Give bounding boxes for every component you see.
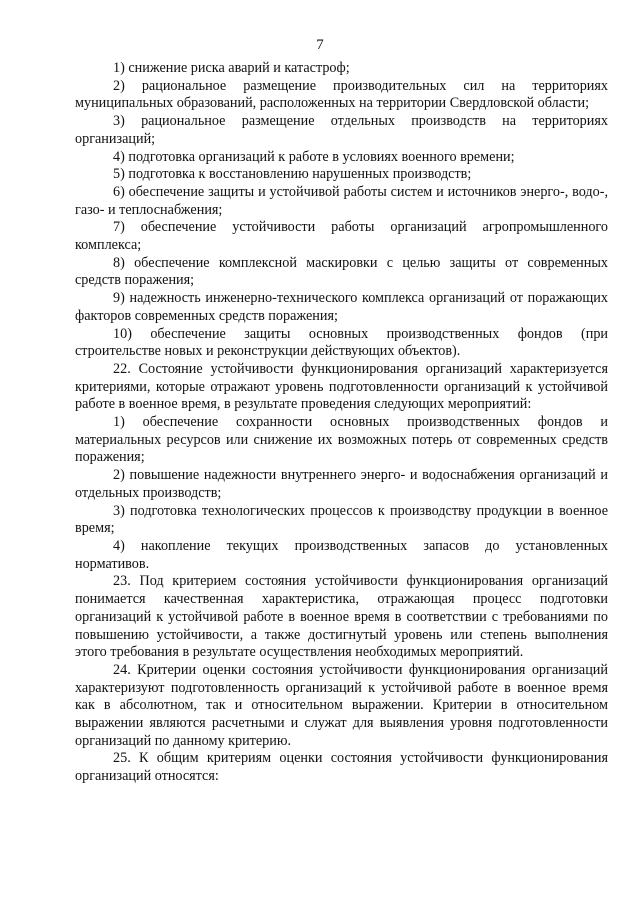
page-number: 7 bbox=[316, 37, 324, 53]
paragraph: 25. К общим критериям оценки состояния устойчивости функционирования организаций относятся: bbox=[75, 750, 608, 785]
paragraph: 8) обеспечение комплексной маскировки с целью защиты от современных средств поражения; bbox=[75, 254, 608, 289]
paragraph: 4) накопление текущих производственных запасов до установленных нормативов. bbox=[75, 537, 608, 572]
paragraph: 7) обеспечение устойчивости работы организаций агропромышленного комплекса; bbox=[75, 219, 608, 254]
paragraph: 1) обеспечение сохранности основных производственных фондов и материальных ресурсов или снижение их возможных потерь от современных средств поражения; bbox=[75, 414, 608, 466]
document-body bbox=[75, 60, 608, 786]
paragraph: 5) подготовка к восстановлению нарушенных производств; bbox=[113, 166, 472, 183]
paragraph: 3) рациональное размещение отдельных производств на территориях организаций; bbox=[75, 113, 608, 147]
paragraph: 10) обеспечение защиты основных производственных фондов (при строительстве новых и реконструкции действующих объектов). bbox=[75, 325, 608, 360]
paragraph: 2) рациональное размещение производительных сил на территориях муниципальных образований, расположенных на территории Свердловской области; bbox=[75, 77, 608, 112]
paragraph: 3) подготовка технологических процессов к производству продукции в военное время; bbox=[75, 502, 608, 537]
paragraph: 2) повышение надежности внутреннего энерго- и водоснабжения организаций и отдельных производств; bbox=[75, 467, 608, 501]
paragraph: 24. Критерии оценки состояния устойчивости функционирования организаций характеризуют подготовленность организаций к устойчивой работе в военное время как в абсолютном, так и относительном выражении. Критерии в относительном выражении являются расчетными и служат для выявления уровня подготовленности организаций по данному критерию. bbox=[75, 661, 608, 749]
paragraph: 23. Под критерием состояния устойчивости функционирования организаций понимается качественная характеристика, отражающая процесс подготовки организаций к устойчивой работе в военное время в соответствии с требованиями по повышению устойчивости, а также достигнутый уровень или степень выполнения этого требования в результате осуществления необходимых мероприятий. bbox=[75, 573, 608, 661]
paragraph: 6) обеспечение защиты и устойчивой работы систем и источников энерго-, водо-, газо- и теплоснабжения; bbox=[75, 183, 608, 218]
paragraph: 1) снижение риска аварий и катастроф; bbox=[113, 60, 350, 76]
paragraph: 4) подготовка организаций к работе в условиях военного времени; bbox=[113, 148, 515, 165]
paragraph: 9) надежность инженерно-технического комплекса организаций от поражающих факторов современных средств поражения; bbox=[75, 290, 608, 324]
paragraph: 22. Состояние устойчивости функционирования организаций характеризуется критериями, которые отражают уровень подготовленности организаций к устойчивой работе в военное время, в результате проведения следующих мероприятий: bbox=[75, 360, 608, 413]
